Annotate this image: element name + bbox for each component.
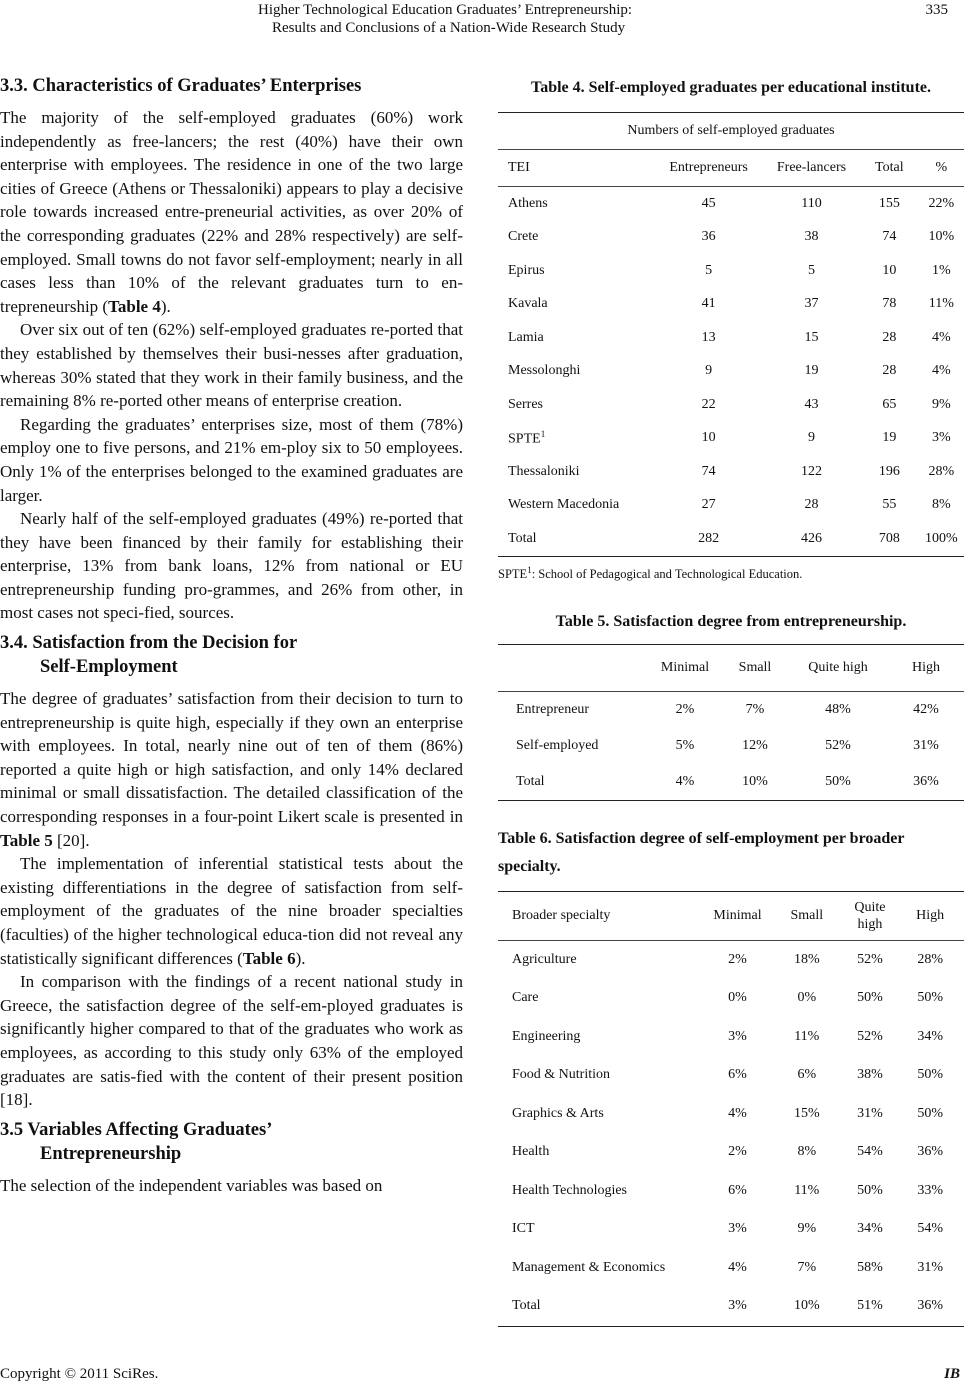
table-4-group-header: Numbers of self-employed graduates bbox=[627, 123, 835, 138]
table-cell: 122 bbox=[800, 463, 822, 479]
table-cell: 8% bbox=[797, 1144, 817, 1160]
table-cell: 37 bbox=[804, 296, 819, 312]
table-cell: Crete bbox=[508, 229, 539, 245]
table-4-column-header: Total bbox=[875, 160, 904, 175]
table-row bbox=[498, 1172, 964, 1211]
table-cell: Graphics & Arts bbox=[512, 1105, 604, 1121]
table-cell: Total bbox=[508, 530, 537, 546]
table-cell: 19 bbox=[804, 363, 819, 379]
table-cell: 34% bbox=[857, 1221, 883, 1237]
table-6-column-header: Small bbox=[790, 907, 824, 923]
paragraph: The majority of the self-employed graduates (60%) work independently as free-lancers; the rest (40%) have their own enterprise with employees. The residence in one of the two large cities of Greece (Athens or Thessaloniki) appears to play a decisive role towards increased entre-preneurial activities, as over 20% of the corresponding graduates (22% and 28% respectively) are self-employed. Small towns do not favor self-employment; nearly in all cases less than 10% of the relevant graduates turn to en-trepreneurship (Table 4). bbox=[0, 108, 463, 316]
journal-abbrev: IB bbox=[944, 1366, 960, 1382]
table-row bbox=[498, 1018, 964, 1057]
table-cell: 4% bbox=[931, 363, 951, 379]
table-cell: 10% bbox=[793, 1298, 820, 1314]
paragraph: Nearly half of the self-employed graduates (49%) re-ported that they have been financed by their family for establishing their enterprise, 13% from bank loans, 12% from national or EU entrepreneurship funding pro-grammes, and 26% from other, in most cases not speci-fied, sources. bbox=[0, 509, 463, 623]
table-cell: 4% bbox=[931, 329, 951, 345]
table-cell: 74 bbox=[882, 229, 897, 245]
table-5-column-header: Small bbox=[738, 659, 772, 675]
paragraph: Regarding the graduates’ enterprises size, most of them (78%) employ one to five persons, and 21% em-ploy six to 50 employees. Only 1% of the enterprises belonged to the examined graduates are larger. bbox=[0, 414, 463, 505]
table-cell: 36 bbox=[701, 229, 716, 245]
table-5-caption: Table 5. Satisfaction degree from entrepreneurship. bbox=[555, 612, 907, 630]
table-cell: 4% bbox=[675, 773, 695, 789]
table-cell: 45 bbox=[701, 195, 716, 211]
running-title-line-2: Results and Conclusions of a Nation-Wide Research Study bbox=[272, 20, 626, 36]
table-cell: 110 bbox=[801, 195, 822, 211]
table-row bbox=[498, 355, 964, 389]
table-cell: Health bbox=[512, 1144, 550, 1160]
section-3-5-heading: 3.5 Variables Affecting Graduates’ Entrepreneurship bbox=[0, 1119, 273, 1164]
table-cell: Engineering bbox=[512, 1028, 581, 1044]
table-cell: 52% bbox=[857, 951, 883, 967]
table-cell: 9 bbox=[705, 363, 713, 379]
table-cell: 3% bbox=[728, 1028, 747, 1044]
paragraph: In comparison with the findings of a recent national study in Greece, the satisfaction degree of the self-em-ployed graduates is significantly higher compared to that of the graduates who work as employees, as according to this study only 63% of the employed graduates are satis-fied with the content of their present position [18]. bbox=[0, 972, 463, 1110]
table-cell: 28 bbox=[882, 329, 897, 345]
section-3-3-heading: 3.3. Characteristics of Graduates’ Enterprises bbox=[0, 76, 362, 96]
table-cell: 3% bbox=[931, 430, 951, 446]
paragraph: Over six out of ten (62%) self-employed graduates re-ported that they established by themselves their busi-nesses after graduation, whereas 30% stated that they work in their family business, and the remaining 8% re-ported other means of enterprise creation. bbox=[0, 320, 463, 411]
table-cell: Western Macedonia bbox=[508, 497, 620, 513]
table-cell: 0% bbox=[797, 990, 817, 1006]
table-cell: 10% bbox=[742, 773, 768, 789]
table-cell: 4% bbox=[728, 1259, 747, 1275]
table-cell: 31% bbox=[913, 737, 939, 753]
table-cell: 6% bbox=[797, 1067, 817, 1083]
table-row bbox=[498, 455, 964, 489]
table-cell: 11% bbox=[928, 296, 954, 312]
copyright-notice: Copyright © 2011 SciRes. bbox=[0, 1366, 159, 1382]
table-cell: 28% bbox=[928, 463, 955, 479]
table-cell: Total bbox=[516, 773, 545, 789]
table-cell: Epirus bbox=[508, 262, 545, 278]
table-cell: 9% bbox=[797, 1221, 817, 1237]
table-cell: 4% bbox=[728, 1105, 747, 1121]
table-cell: 282 bbox=[698, 530, 720, 546]
table-cell: ICT bbox=[512, 1221, 535, 1237]
table-cell: Messolonghi bbox=[508, 363, 581, 379]
table-row bbox=[498, 940, 964, 979]
table-row bbox=[498, 1133, 964, 1172]
table-cell: 65 bbox=[882, 396, 897, 412]
table-4-column-header: Free-lancers bbox=[776, 160, 847, 175]
table-cell: 6% bbox=[728, 1182, 747, 1198]
table-row bbox=[498, 221, 964, 255]
table-cell: 10 bbox=[882, 262, 897, 278]
table-4 bbox=[498, 112, 964, 557]
table-cell: 9 bbox=[807, 430, 815, 446]
table-cell: 28% bbox=[917, 951, 943, 967]
table-4-column-header: Entrepreneurs bbox=[669, 160, 748, 175]
table-cell: Health Technologies bbox=[512, 1182, 628, 1198]
table-cell: 7% bbox=[797, 1259, 817, 1275]
table-cell: 100% bbox=[924, 530, 958, 546]
table-row bbox=[498, 691, 964, 728]
table-cell: 58% bbox=[857, 1259, 883, 1275]
table-row bbox=[498, 1056, 964, 1095]
table-cell: 9% bbox=[931, 396, 951, 412]
table-cell: 5% bbox=[675, 737, 695, 753]
table-cell: 22% bbox=[928, 195, 955, 211]
table-cell: Management & Economics bbox=[512, 1259, 666, 1275]
table-cell: SPTE$^1$ bbox=[508, 428, 546, 447]
table-cell: 6% bbox=[728, 1067, 747, 1083]
table-cell: 50% bbox=[917, 990, 943, 1006]
paragraph: The selection of the independent variables was based on bbox=[0, 1175, 383, 1195]
left-column bbox=[0, 74, 463, 1197]
table-cell: Thessaloniki bbox=[508, 463, 580, 479]
table-cell: 426 bbox=[800, 530, 822, 546]
table-cell: 54% bbox=[857, 1144, 883, 1160]
table-cell: 50% bbox=[857, 990, 883, 1006]
table-cell: Lamia bbox=[508, 329, 544, 345]
table-cell: 38% bbox=[857, 1067, 883, 1083]
table-cell: 708 bbox=[878, 530, 900, 546]
table-cell: 28 bbox=[804, 497, 819, 513]
table-cell: 2% bbox=[728, 1144, 747, 1160]
table-6-column-header: Quite high bbox=[854, 899, 886, 932]
table-cell: 8% bbox=[931, 497, 951, 513]
table-row bbox=[498, 522, 964, 556]
table-cell: 33% bbox=[917, 1182, 943, 1198]
table-cell: Kavala bbox=[508, 296, 548, 312]
table-row bbox=[498, 388, 964, 422]
table-6-column-header: Broader specialty bbox=[512, 907, 611, 923]
table-cell: 50% bbox=[917, 1105, 943, 1121]
table-row bbox=[498, 1249, 964, 1288]
table-cell: 38 bbox=[804, 229, 819, 245]
paragraph: The implementation of inferential statistical tests about the existing differentiations in the degree of satisfaction from self-employment of the graduates of the nine broader specialties (faculties) of the higher technological educa-tion did not reveal any statistically significant differences (Table 6). bbox=[0, 854, 463, 968]
table-4-column-header: TEI bbox=[508, 160, 530, 175]
table-cell: Entrepreneur bbox=[516, 701, 590, 717]
table-cell: Serres bbox=[508, 396, 543, 412]
table-6-column-header: Minimal bbox=[713, 907, 762, 923]
table-cell: 51% bbox=[857, 1298, 883, 1314]
table-cell: 78 bbox=[882, 296, 897, 312]
table-cell: 196 bbox=[878, 463, 900, 479]
page-footer bbox=[0, 1366, 964, 1383]
table-cell: 52% bbox=[857, 1028, 883, 1044]
table-row bbox=[498, 187, 964, 221]
table-cell: 19 bbox=[882, 430, 897, 446]
running-title-line-1: Higher Technological Education Graduates’ Entrepreneurship: bbox=[258, 2, 633, 18]
table-6-column-header: High bbox=[916, 907, 945, 923]
table-cell: 7% bbox=[745, 701, 765, 717]
table-cell: 41 bbox=[701, 296, 716, 312]
table-cell: 11% bbox=[794, 1028, 820, 1044]
table-cell: 50% bbox=[917, 1067, 943, 1083]
table-cell: 5 bbox=[705, 262, 713, 278]
table-row bbox=[498, 1095, 964, 1134]
table-cell: 54% bbox=[917, 1221, 943, 1237]
table-cell: 52% bbox=[825, 737, 851, 753]
table-cell: 3% bbox=[728, 1298, 747, 1314]
table-cell: 27 bbox=[701, 497, 716, 513]
table-row bbox=[498, 764, 964, 801]
table-cell: 28 bbox=[882, 363, 897, 379]
table-5 bbox=[498, 644, 964, 801]
table-cell: 22 bbox=[701, 396, 716, 412]
table-cell: 31% bbox=[917, 1259, 943, 1275]
table-row bbox=[498, 288, 964, 322]
table-cell: 42% bbox=[913, 701, 939, 717]
table-row bbox=[498, 1210, 964, 1249]
table-cell: 3% bbox=[728, 1221, 747, 1237]
table-cell: Agriculture bbox=[512, 951, 577, 967]
table-6 bbox=[498, 891, 964, 1327]
table-5-column-header: High bbox=[912, 659, 940, 675]
table-cell: 74 bbox=[701, 463, 716, 479]
table-cell: 5 bbox=[807, 262, 815, 278]
table-4-footnote: SPTE$^1$: School of Pedagogical and Technological Education. bbox=[498, 564, 803, 581]
table-5-column-header bbox=[498, 644, 648, 691]
table-cell: 2% bbox=[728, 951, 747, 967]
table-cell: 15 bbox=[804, 329, 819, 345]
table-row bbox=[498, 1287, 964, 1326]
table-row bbox=[498, 728, 964, 764]
table-cell: 31% bbox=[857, 1105, 883, 1121]
table-cell: Self-employed bbox=[516, 737, 599, 753]
table-row bbox=[498, 254, 964, 288]
table-cell: 15% bbox=[793, 1105, 820, 1121]
section-3-4-heading: 3.4. Satisfaction from the Decision for Self-Employment bbox=[0, 633, 298, 678]
table-cell: 55 bbox=[882, 497, 897, 513]
table-cell: Athens bbox=[508, 195, 548, 211]
table-cell: 50% bbox=[857, 1182, 883, 1198]
table-row bbox=[498, 321, 964, 355]
table-cell: 13 bbox=[701, 329, 716, 345]
table-cell: Care bbox=[512, 990, 539, 1006]
footnote-marker: 1 bbox=[540, 428, 546, 439]
table-cell: 36% bbox=[913, 773, 939, 789]
table-row bbox=[498, 422, 964, 456]
table-6-caption: Table 6. Satisfaction degree of self-employment per broader specialty. bbox=[498, 829, 905, 875]
table-row bbox=[498, 489, 964, 523]
table-cell: 10 bbox=[701, 430, 716, 446]
table-cell: 11% bbox=[794, 1182, 820, 1198]
table-cell: 2% bbox=[675, 701, 695, 717]
table-cell: 12% bbox=[742, 737, 768, 753]
paragraph: The degree of graduates’ satisfaction from their decision to turn to entrepreneurship is quite high, especially if they own an enterprise with employees. In total, nearly nine out of ten of them (86%) reported a quite high or high satisfaction, and only 14% declared minimal or small dissatisfaction. The detailed classification of the corresponding responses in a four-point Likert scale is presented in Table 5 [20]. bbox=[0, 689, 463, 850]
table-cell: 18% bbox=[793, 951, 820, 967]
table-cell: 0% bbox=[728, 990, 747, 1006]
table-cell: 48% bbox=[825, 701, 851, 717]
table-cell: 36% bbox=[917, 1298, 943, 1314]
table-4-column-header: % bbox=[935, 160, 948, 175]
table-cell: 43 bbox=[804, 396, 819, 412]
table-5-column-header: Minimal bbox=[660, 659, 710, 675]
table-cell: 155 bbox=[878, 195, 900, 211]
right-column bbox=[498, 74, 964, 1327]
table-cell: Food & Nutrition bbox=[512, 1067, 611, 1083]
table-5-column-header: Quite high bbox=[808, 659, 868, 675]
table-cell: 10% bbox=[928, 229, 955, 245]
page-number: 335 bbox=[925, 2, 948, 18]
table-cell: 34% bbox=[917, 1028, 943, 1044]
table-cell: 36% bbox=[917, 1144, 943, 1160]
table-cell: 50% bbox=[825, 773, 851, 789]
table-row bbox=[498, 979, 964, 1018]
table-cell: Total bbox=[512, 1298, 541, 1314]
table-cell: 1% bbox=[931, 262, 951, 278]
table-4-caption: Table 4. Self-employed graduates per educational institute. bbox=[530, 79, 931, 96]
